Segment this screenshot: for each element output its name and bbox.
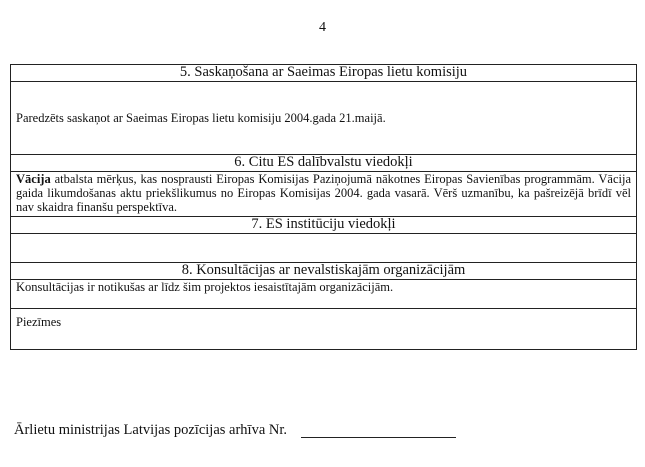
section-7-text: [11, 234, 637, 263]
section-7-heading: 7. ES institūciju viedokļi: [11, 217, 637, 234]
section-7-body-row: [11, 234, 637, 263]
section-8-body-row: [11, 280, 637, 309]
archive-number-blank-line: [301, 423, 456, 438]
position-form-table: [10, 64, 637, 350]
notes-label: Piezīmes: [11, 309, 637, 350]
section-5-body-row: [11, 82, 637, 155]
section-5-heading: 5. Saskaņošana ar Saeimas Eiropas lietu komisiju: [11, 65, 637, 82]
section-6-heading: 6. Citu ES dalībvalstu viedokļi: [11, 155, 637, 172]
section-8-text: Konsultācijas ir notikušas ar līdz šim projektos iesaistītajām organizācijām.: [11, 280, 637, 309]
section-8-heading-row: [11, 263, 637, 280]
section-6-text: atbalsta mērķus, kas nosprausti Eiropas Komisijas Paziņojumā nākotnes Eiropas Savienības programmām. Vācija gaida likumdošanas aktu priekšlikumus no Eiropas Komisijas 2004. gada vasarā. Vērš uzmanību, ka pašreizējā brīdī vēl nav skaidra finanšu perspektīva.: [16, 172, 631, 214]
section-6-heading-row: [11, 155, 637, 172]
section-6-body-row: [11, 172, 637, 217]
section-5-text: Paredzēts saskaņot ar Saeimas Eiropas lietu komisiju 2004.gada 21.maijā.: [11, 82, 637, 155]
page-number: 4: [319, 20, 326, 35]
section-6-body: [11, 172, 637, 217]
notes-row: [11, 309, 637, 350]
section-8-heading: 8. Konsultācijas ar nevalstiskajām organizācijām: [11, 263, 637, 280]
section-5-heading-row: [11, 65, 637, 82]
section-7-heading-row: [11, 217, 637, 234]
section-6-bold-lead: Vācija: [16, 172, 51, 186]
archive-number-footer: [14, 422, 456, 439]
archive-number-label: Ārlietu ministrijas Latvijas pozīcijas arhīva Nr.: [14, 422, 288, 438]
